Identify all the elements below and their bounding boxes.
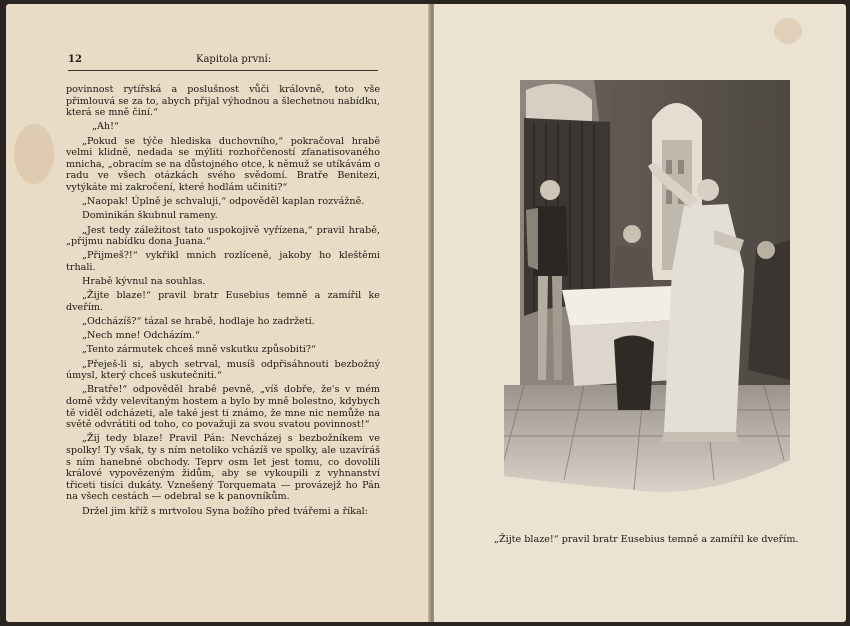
paragraph: Držel jim kříž s mrtvolou Syna božího před tvářemi a říkal: (82, 505, 368, 517)
monk-robe-hem (662, 432, 738, 442)
paragraph: „Odcházíš?“ tázal se hrabě, hodlaje ho zadržeti. (82, 316, 315, 328)
second-monk-head (757, 241, 775, 259)
paragraph: „Pokud se týče hlediska duchovního,“ pokračoval hrabě velmi klidně, nedada se mýliti rozhořčeností zfanatisovaného mnicha, „obracím se na důstojného otce, k němuž se utíkávám o radu ve všech otázkách svého svědomí. Bratře Benitezi, vytýkáte mi zakročení, které hodlám učiniti?“ (66, 135, 380, 193)
illustration-caption: „Žijte blaze!“ pravil bratr Eusebius temně a zamířil ke dveřím. (494, 534, 799, 545)
running-header (68, 54, 374, 68)
chapter-title: Kapitola první: (196, 54, 272, 65)
paragraph: „Přijmeš?!“ vykřikl mnich rozlíceně, jakoby ho kleštěmi trhali. (66, 250, 380, 273)
table-cloth (562, 286, 676, 326)
paragraph: „Tento zármutek chceš mně vskutku způsobiti?“ (82, 344, 316, 356)
page-number: 12 (68, 54, 82, 65)
paragraph: Hrabě kývnul na souhlas. (82, 276, 206, 288)
seated-man-body (612, 246, 654, 286)
paragraph: „Ah!“ (92, 121, 119, 133)
paragraph: „Přeješ-li si, abych setrval, musíš odpřisáhnouti bezbožný úmysl, který chceš uskutečniti.“ (66, 358, 380, 382)
paragraph: povinnost rytířská a poslušnost vůči královně, toto vše přimlouvá se za to, abych přijal výhodnou a šlechetnou nabídku, která se mně činí.“ (66, 84, 380, 119)
paragraph: „Nech mne! Odcházím.“ (82, 330, 200, 342)
nobleman-doublet (534, 206, 568, 276)
paragraph: „Naopak! Úplně je schvaluji,“ odpověděl kaplan rozvážně. (82, 196, 365, 208)
monk-head (697, 179, 719, 201)
nobleman-head (540, 180, 560, 200)
seated-man-head (623, 225, 641, 243)
paragraph: „Bratře!“ odpověděl hrabě pevně, „víš dobře, že's v mém domě vždy velevítaným hostem a bylo by mně bolestno, kdybych tě viděl odcházeti, ale také jest ti známo, že mne nic nemůže na světě odvrátiti od toho, co považuji za svou svatou povinnost!“ (66, 384, 380, 431)
paragraph: „Žij tedy blaze! Pravil Pán: Nevcházej s bezbožníkem ve spolky! Ty však, ty s ním netoliko vcházíš ve spolky, ale uzavíráš s ním hanebné obchody. Teprv osm let jest tomu, co dovolili králové vypovězeným židům, aby se vykoupili z vyhnanství třiceti tisíci dukáty. Vznešený Torquemata — provázejž ho Pán na všech cestách — odebral se k panovníkům. (66, 433, 380, 503)
illustration (504, 80, 790, 506)
body-text (66, 84, 380, 520)
header-rule (68, 70, 378, 71)
paper-stain (14, 124, 54, 184)
paper-stain (774, 18, 802, 44)
paragraph: „Jest tedy záležitost tato uspokojivě vyřízena,“ pravil hrabě, „přijmu nabídku dona Juana.“ (66, 224, 380, 248)
paragraph: Dominikán škubnul rameny. (82, 210, 218, 222)
chair (614, 335, 654, 410)
paragraph: „Žijte blaze!“ pravil bratr Eusebius temně a zamířil ke dveřím. (66, 290, 380, 313)
